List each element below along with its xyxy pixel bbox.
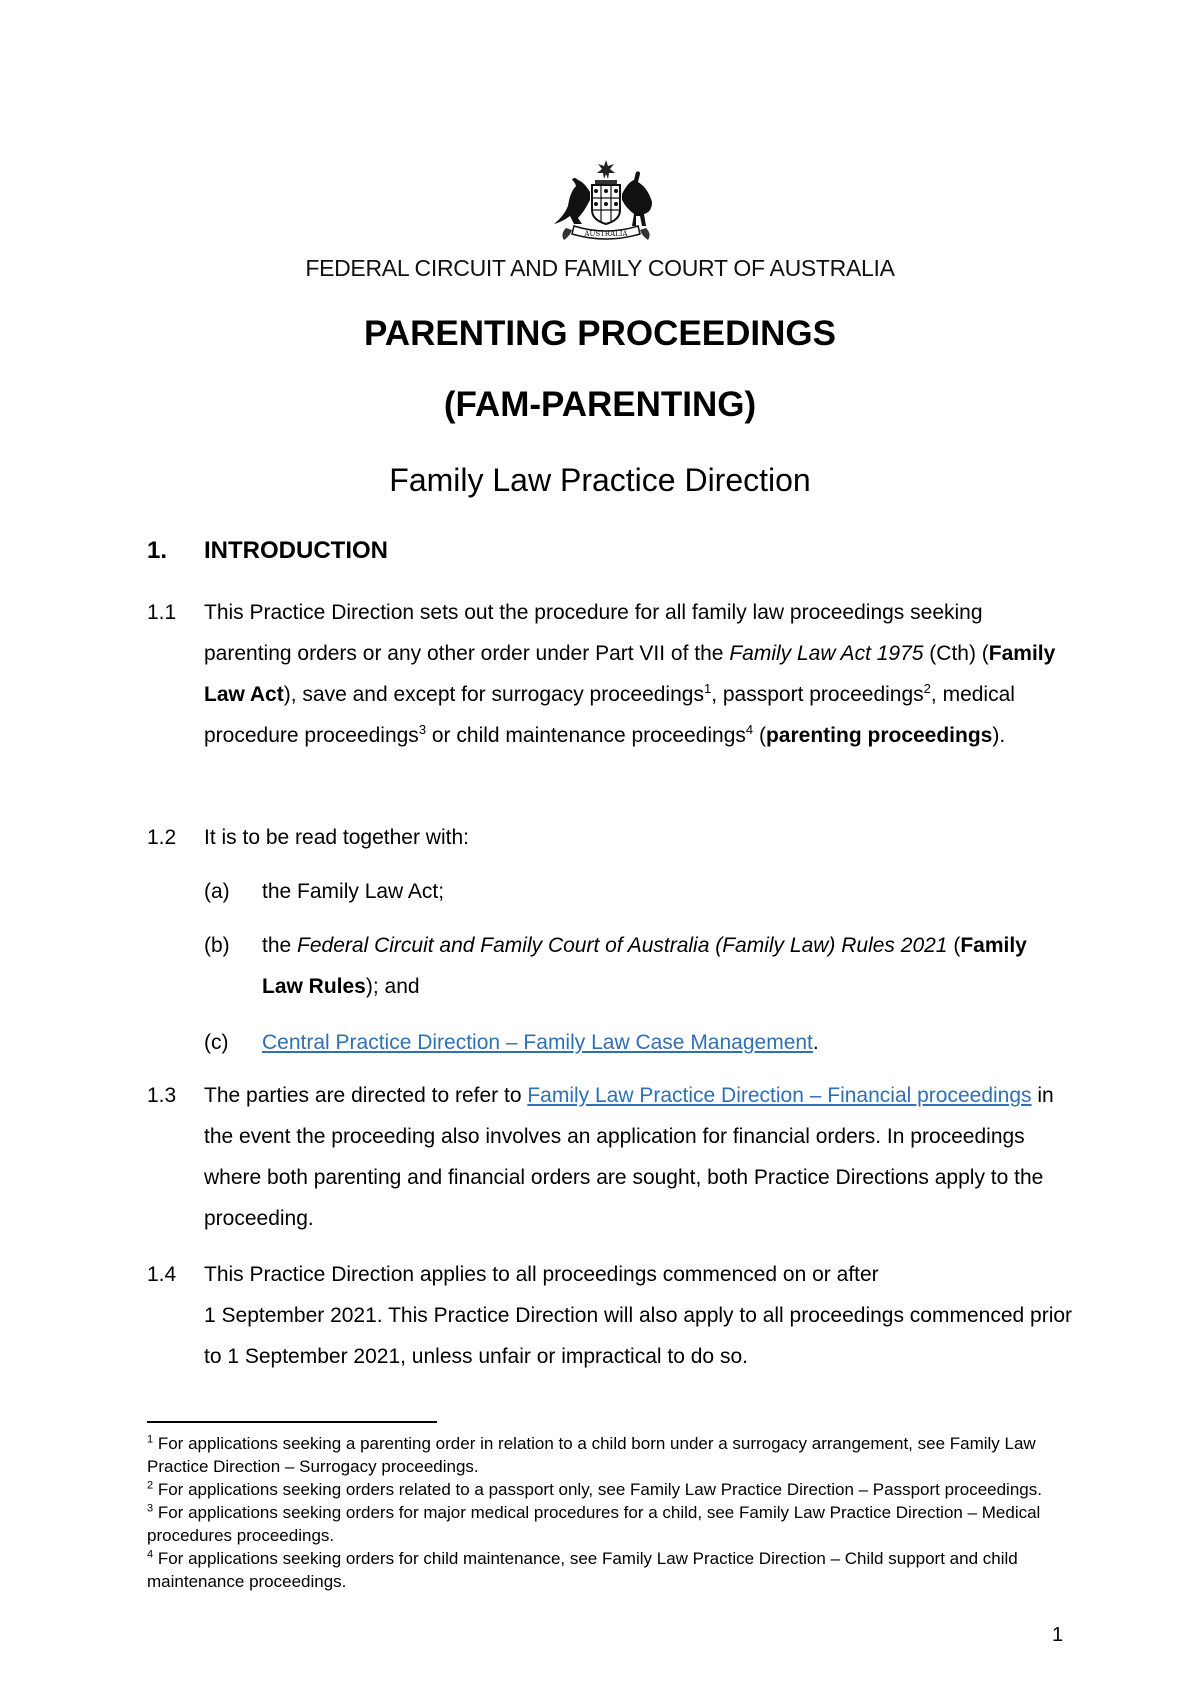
footnote-ref: 1 bbox=[703, 681, 712, 696]
paragraph-1-1: This Practice Direction sets out the procedure for all family law proceedings seeking parenting orders or any other order under Part VII of the Family Law Act 1975 (Cth) (Family Law Act), save and except for surrogacy proceedings$^1$, passport proceedings$^2$, medical procedure proceedings$^3$ or child maintenance proceedings$^4$ (parenting proceedings). bbox=[204, 601, 1056, 747]
rules-title: Federal Circuit and Family Court of Australia (Family Law) Rules 2021 bbox=[297, 934, 948, 957]
list-item-c: Central Practice Direction – Family Law Case Management. bbox=[262, 1031, 819, 1054]
footnotes bbox=[147, 1432, 1082, 1593]
document-title-code: (FAM-PARENTING) bbox=[443, 385, 757, 424]
paragraph-number: 1.2 bbox=[147, 826, 177, 849]
footnote: $^1$ For applications seeking a parenting order in relation to a child born under a surrogacy arrangement, see Family Law Practice Direction – Surrogacy proceedings. bbox=[147, 1433, 1036, 1476]
page-number: 1 bbox=[1052, 1624, 1064, 1646]
list-item-tag: (a) bbox=[204, 880, 230, 903]
list-item-tag: (b) bbox=[204, 934, 230, 957]
footnote-ref: 4 bbox=[745, 722, 754, 737]
paragraph-1-4: This Practice Direction applies to all proceedings commenced on or after 1 September 2021. This Practice Direction will also apply to all proceedings commenced prior to 1 September 2021, unless unfair or impractical to do so. bbox=[204, 1263, 1073, 1368]
defined-term: Family Law Act bbox=[204, 642, 1056, 706]
financial-proceedings-link[interactable]: Family Law Practice Direction – Financial proceedings bbox=[527, 1084, 1032, 1107]
document-title: PARENTING PROCEEDINGS bbox=[364, 314, 836, 353]
footnote-ref: 3 bbox=[418, 722, 427, 737]
central-practice-direction-link[interactable]: Central Practice Direction – Family Law Case Management bbox=[262, 1031, 813, 1054]
footnote: $^2$ For applications seeking orders related to a passport only, see Family Law Practice Direction – Passport proceedings. bbox=[147, 1479, 1042, 1499]
list-item-b: the Federal Circuit and Family Court of Australia (Family Law) Rules 2021 (Family Law Rules); and bbox=[262, 934, 1027, 998]
paragraph-number: 1.4 bbox=[147, 1263, 177, 1286]
paragraph-number: 1.1 bbox=[147, 601, 177, 624]
footnote-separator bbox=[147, 1421, 437, 1423]
defined-term: parenting proceedings bbox=[765, 724, 993, 747]
paragraph-1-2: It is to be read together with: bbox=[204, 826, 469, 849]
paragraph-1-3: The parties are directed to refer to Family Law Practice Direction – Financial proceedings in the event the proceeding also involves an application for financial orders. In proceedings where both parenting and financial orders are sought, both Practice Directions apply to the proceeding. bbox=[204, 1084, 1054, 1230]
list-item-a: the Family Law Act; bbox=[262, 880, 445, 903]
list-item-tag: (c) bbox=[204, 1031, 229, 1054]
court-name: FEDERAL CIRCUIT AND FAMILY COURT OF AUSTRALIA bbox=[305, 255, 895, 281]
section-number: 1. bbox=[147, 537, 168, 564]
footnote: $^4$ For applications seeking orders for child maintenance, see Family Law Practice Direction – Child support and child maintenance proceedings. bbox=[147, 1548, 1018, 1591]
footnote: $^3$ For applications seeking orders for major medical procedures for a child, see Family Law Practice Direction – Medical procedures proceedings. bbox=[147, 1502, 1041, 1545]
document-subtitle: Family Law Practice Direction bbox=[389, 462, 811, 498]
paragraph-number: 1.3 bbox=[147, 1084, 177, 1107]
footnote-ref: 2 bbox=[923, 681, 931, 696]
act-title: Family Law Act 1975 bbox=[729, 642, 924, 665]
section-heading: INTRODUCTION bbox=[204, 537, 388, 564]
crest-scroll-text: AUSTRALIA bbox=[584, 230, 628, 238]
defined-term: Family Law Rules bbox=[262, 934, 1027, 998]
coat-of-arms-logo bbox=[548, 158, 664, 248]
